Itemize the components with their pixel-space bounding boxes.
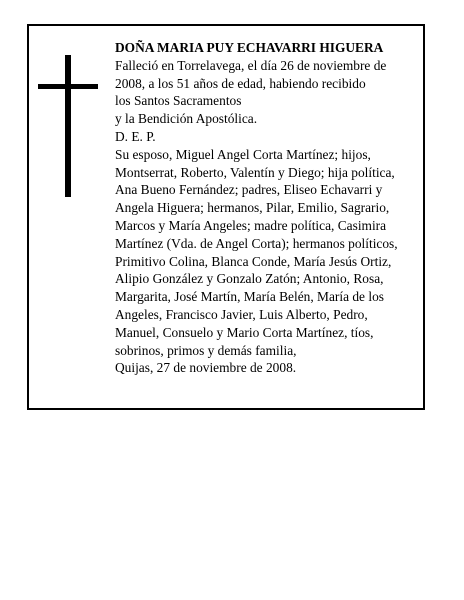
notice-line: y la Bendición Apostólica. xyxy=(115,111,258,127)
cross-vertical-bar xyxy=(65,55,71,197)
notice-line: Quijas, 27 de noviembre de 2008. xyxy=(115,360,297,376)
notice-line: 2008, a los 51 años de edad, habiendo recibido xyxy=(115,75,366,91)
notice-line: Falleció en Torrelavega, el día 26 de noviembre de xyxy=(115,57,387,73)
notice-line: Alipio González y Gonzalo Zatón; Antonio, Rosa, xyxy=(115,271,384,287)
notice-line: Manuel, Consuelo y Mario Corta Martínez, tíos, xyxy=(115,324,374,340)
notice-line: Primitivo Colina, Blanca Conde, María Jesús Ortiz, xyxy=(115,253,392,269)
latin-cross-icon xyxy=(38,55,98,197)
notice-line: Montserrat, Roberto, Valentín y Diego; hija política, xyxy=(115,164,395,180)
notice-line: los Santos Sacramentos xyxy=(115,93,242,109)
deceased-name: DOÑA MARIA PUY ECHAVARRI HIGUERA xyxy=(115,40,384,55)
notice-line: sobrinos, primos y demás familia, xyxy=(115,342,297,358)
notice-line: Angela Higuera; hermanos, Pilar, Emilio, Sagrario, xyxy=(115,200,390,216)
notice-line: Marcos y María Angeles; madre política, Casimira xyxy=(115,217,387,233)
obituary-text xyxy=(115,39,420,377)
notice-line: Martínez (Vda. de Angel Corta); hermanos políticos, xyxy=(115,235,398,251)
cross-horizontal-bar xyxy=(38,84,98,89)
notice-line: Su esposo, Miguel Angel Corta Martínez; hijos, xyxy=(115,146,371,162)
notice-line: Margarita, José Martín, María Belén, María de los xyxy=(115,289,384,305)
notice-line: Ana Bueno Fernández; padres, Eliseo Echavarri y xyxy=(115,182,383,198)
notice-line: Angeles, Francisco Javier, Luis Alberto, Pedro, xyxy=(115,306,368,322)
notice-line: D. E. P. xyxy=(115,128,156,144)
